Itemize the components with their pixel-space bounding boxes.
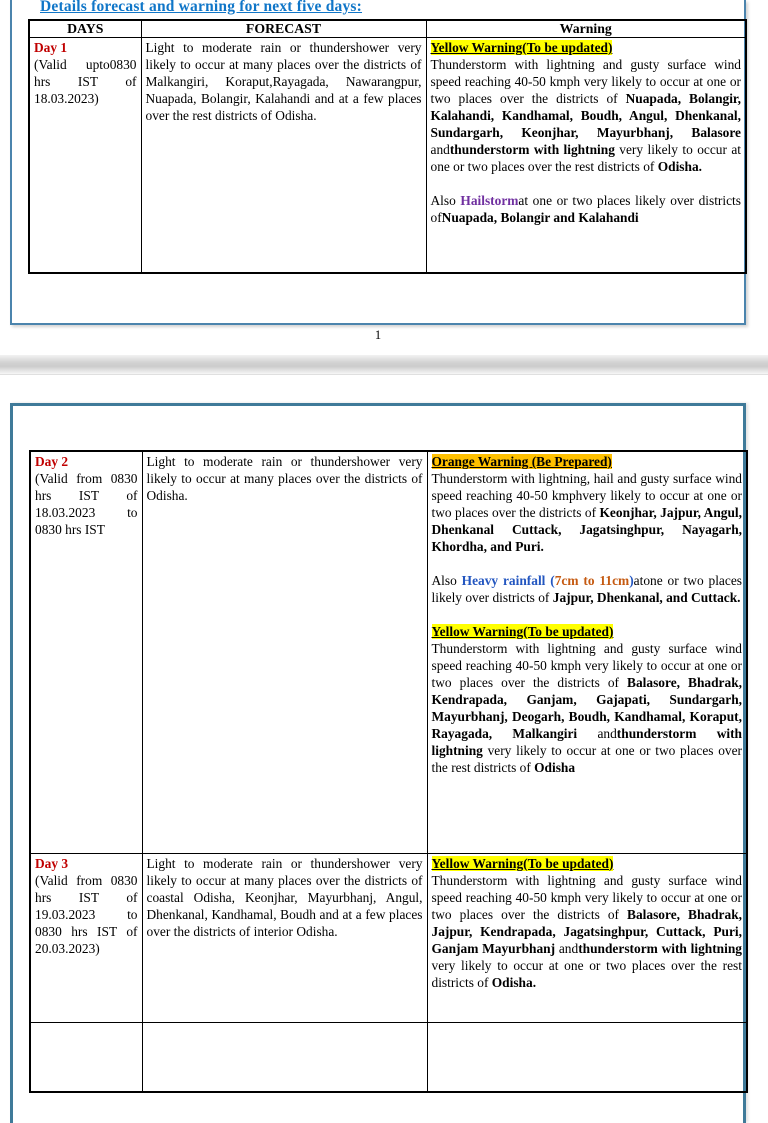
days-cell-day2 [30,451,142,853]
forecast-cell-day3 [142,853,427,1022]
warning-cell-day3 [427,853,747,1022]
warning-paragraph: Yellow Warning(To be updated) [430,40,613,55]
day3-label: Day 3 [35,855,69,871]
warning-paragraph: Also Hailstormat one or two places likely over districts ofNuapada, Bolangir and Kalahandi [430,193,741,225]
warning-paragraph [432,606,743,623]
table-row-day1 [29,38,746,273]
page-1 [10,0,746,325]
table-row-day2 [30,451,747,853]
warning-cell-day1 [426,38,746,273]
day2-validity: (Valid from 0830 hrs IST of 18.03.2023 to 0830 hrs IST [35,471,138,537]
warning-cell-next [427,1022,747,1092]
forecast-cell-day2 [142,451,427,853]
warning-paragraph [432,555,743,572]
forecast-table-page2 [29,450,748,1093]
document-title: Details forecast and warning for next five days: [40,0,363,15]
forecast-table-page1 [28,19,747,274]
warning-cell-day2 [427,451,747,853]
table-row-next-partial [30,1022,747,1092]
day3-forecast-text: Light to moderate rain or thundershower very likely to occur at many places over the districts of coastal Odisha, Keonjhar, Mayurbhanj, Angul, Dhenkanal, Kandhamal, Boudh and at a few places over the districts of interior Odisha. [146,855,423,939]
days-cell-next [30,1022,142,1092]
page-separator [0,355,768,375]
table-row-day3 [30,853,747,1022]
days-cell-day3 [30,853,142,1022]
page-2 [10,403,746,1123]
column-header-days: DAYS [29,20,141,38]
warning-paragraph: Thunderstorm with lightning and gusty surface wind speed reaching 40-50 kmph very likely to occur at one or two places over the districts of Balasore, Bhadrak, Kendrapada, Ganjam, Gajapati, Sundargarh, Mayurbhanj, Deogarh, Boudh, Kandhamal, Koraput, Rayagada, Malkangiri andthunderstorm with lightning very likely to occur at one or two places over the rest districts of Odisha [431,641,742,775]
day2-label: Day 2 [35,454,69,469]
warning-paragraph: Thunderstorm with lightning and gusty surface wind speed reaching 40-50 kmph very likely to occur at one or two places over the districts of Balasore, Bhadrak, Jajpur, Kendrapada, Jagatsinghpur, Cuttack, Puri, Ganjam Mayurbhanj andthunderstorm with lightning very likely to occur at one or two places over the rest districts of Odisha. [431,872,742,990]
days-cell-day1 [29,38,141,273]
forecast-cell-next [142,1022,427,1092]
warning-paragraph: Yellow Warning(To be updated) [431,624,614,639]
day1-validity: (Valid upto0830 hrs IST of 18.03.2023) [34,57,137,106]
day2-forecast-text: Light to moderate rain or thundershower very likely to occur at many places over the districts of Odisha. [146,454,423,503]
warning-paragraph [431,175,742,192]
table-header-row [29,20,746,38]
warning-paragraph: Thunderstorm with lightning, hail and gusty surface wind speed reaching 40-50 kmphvery likely to occur at one or two places over the districts of Keonjhar, Jajpur, Angul, Dhenkanal Cuttack, Jagatsinghpur, Nayagarh, Khordha, and Puri. [431,471,742,554]
column-header-warning: Warning [426,20,746,38]
warning-paragraph: Orange Warning (Be Prepared) [431,454,612,469]
page-number: 1 [374,328,382,342]
day3-validity: (Valid from 0830 hrs IST of 19.03.2023 to 0830 hrs IST of 20.03.2023) [35,872,138,956]
day1-forecast-text: Light to moderate rain or thundershower very likely to occur at many places over the districts of Malkangiri, Koraput,Rayagada, Nawarangpur, Nuapada, Bolangir, Kalahandi and at a few places over the rest districts of Odisha. [145,40,422,123]
warning-paragraph: Yellow Warning(To be updated) [431,855,614,871]
warning-paragraph: Also Heavy rainfall (7cm to 11cm)atone or two places likely over districts of Jajpur, Dhenkanal, and Cuttack. [431,573,742,605]
forecast-cell-day1 [141,38,426,273]
column-header-forecast: FORECAST [141,20,426,38]
day1-label: Day 1 [34,40,68,55]
warning-paragraph: Thunderstorm with lightning and gusty surface wind speed reaching 40-50 kmph very likely to occur at one or two places over the districts of Nuapada, Bolangir, Kalahandi, Kandhamal, Boudh, Angul, Dhenkanal, Sundargarh, Keonjhar, Mayurbhanj, Balasore andthunderstorm with lightning very likely to occur at one or two places over the rest districts of Odisha. [430,57,741,174]
